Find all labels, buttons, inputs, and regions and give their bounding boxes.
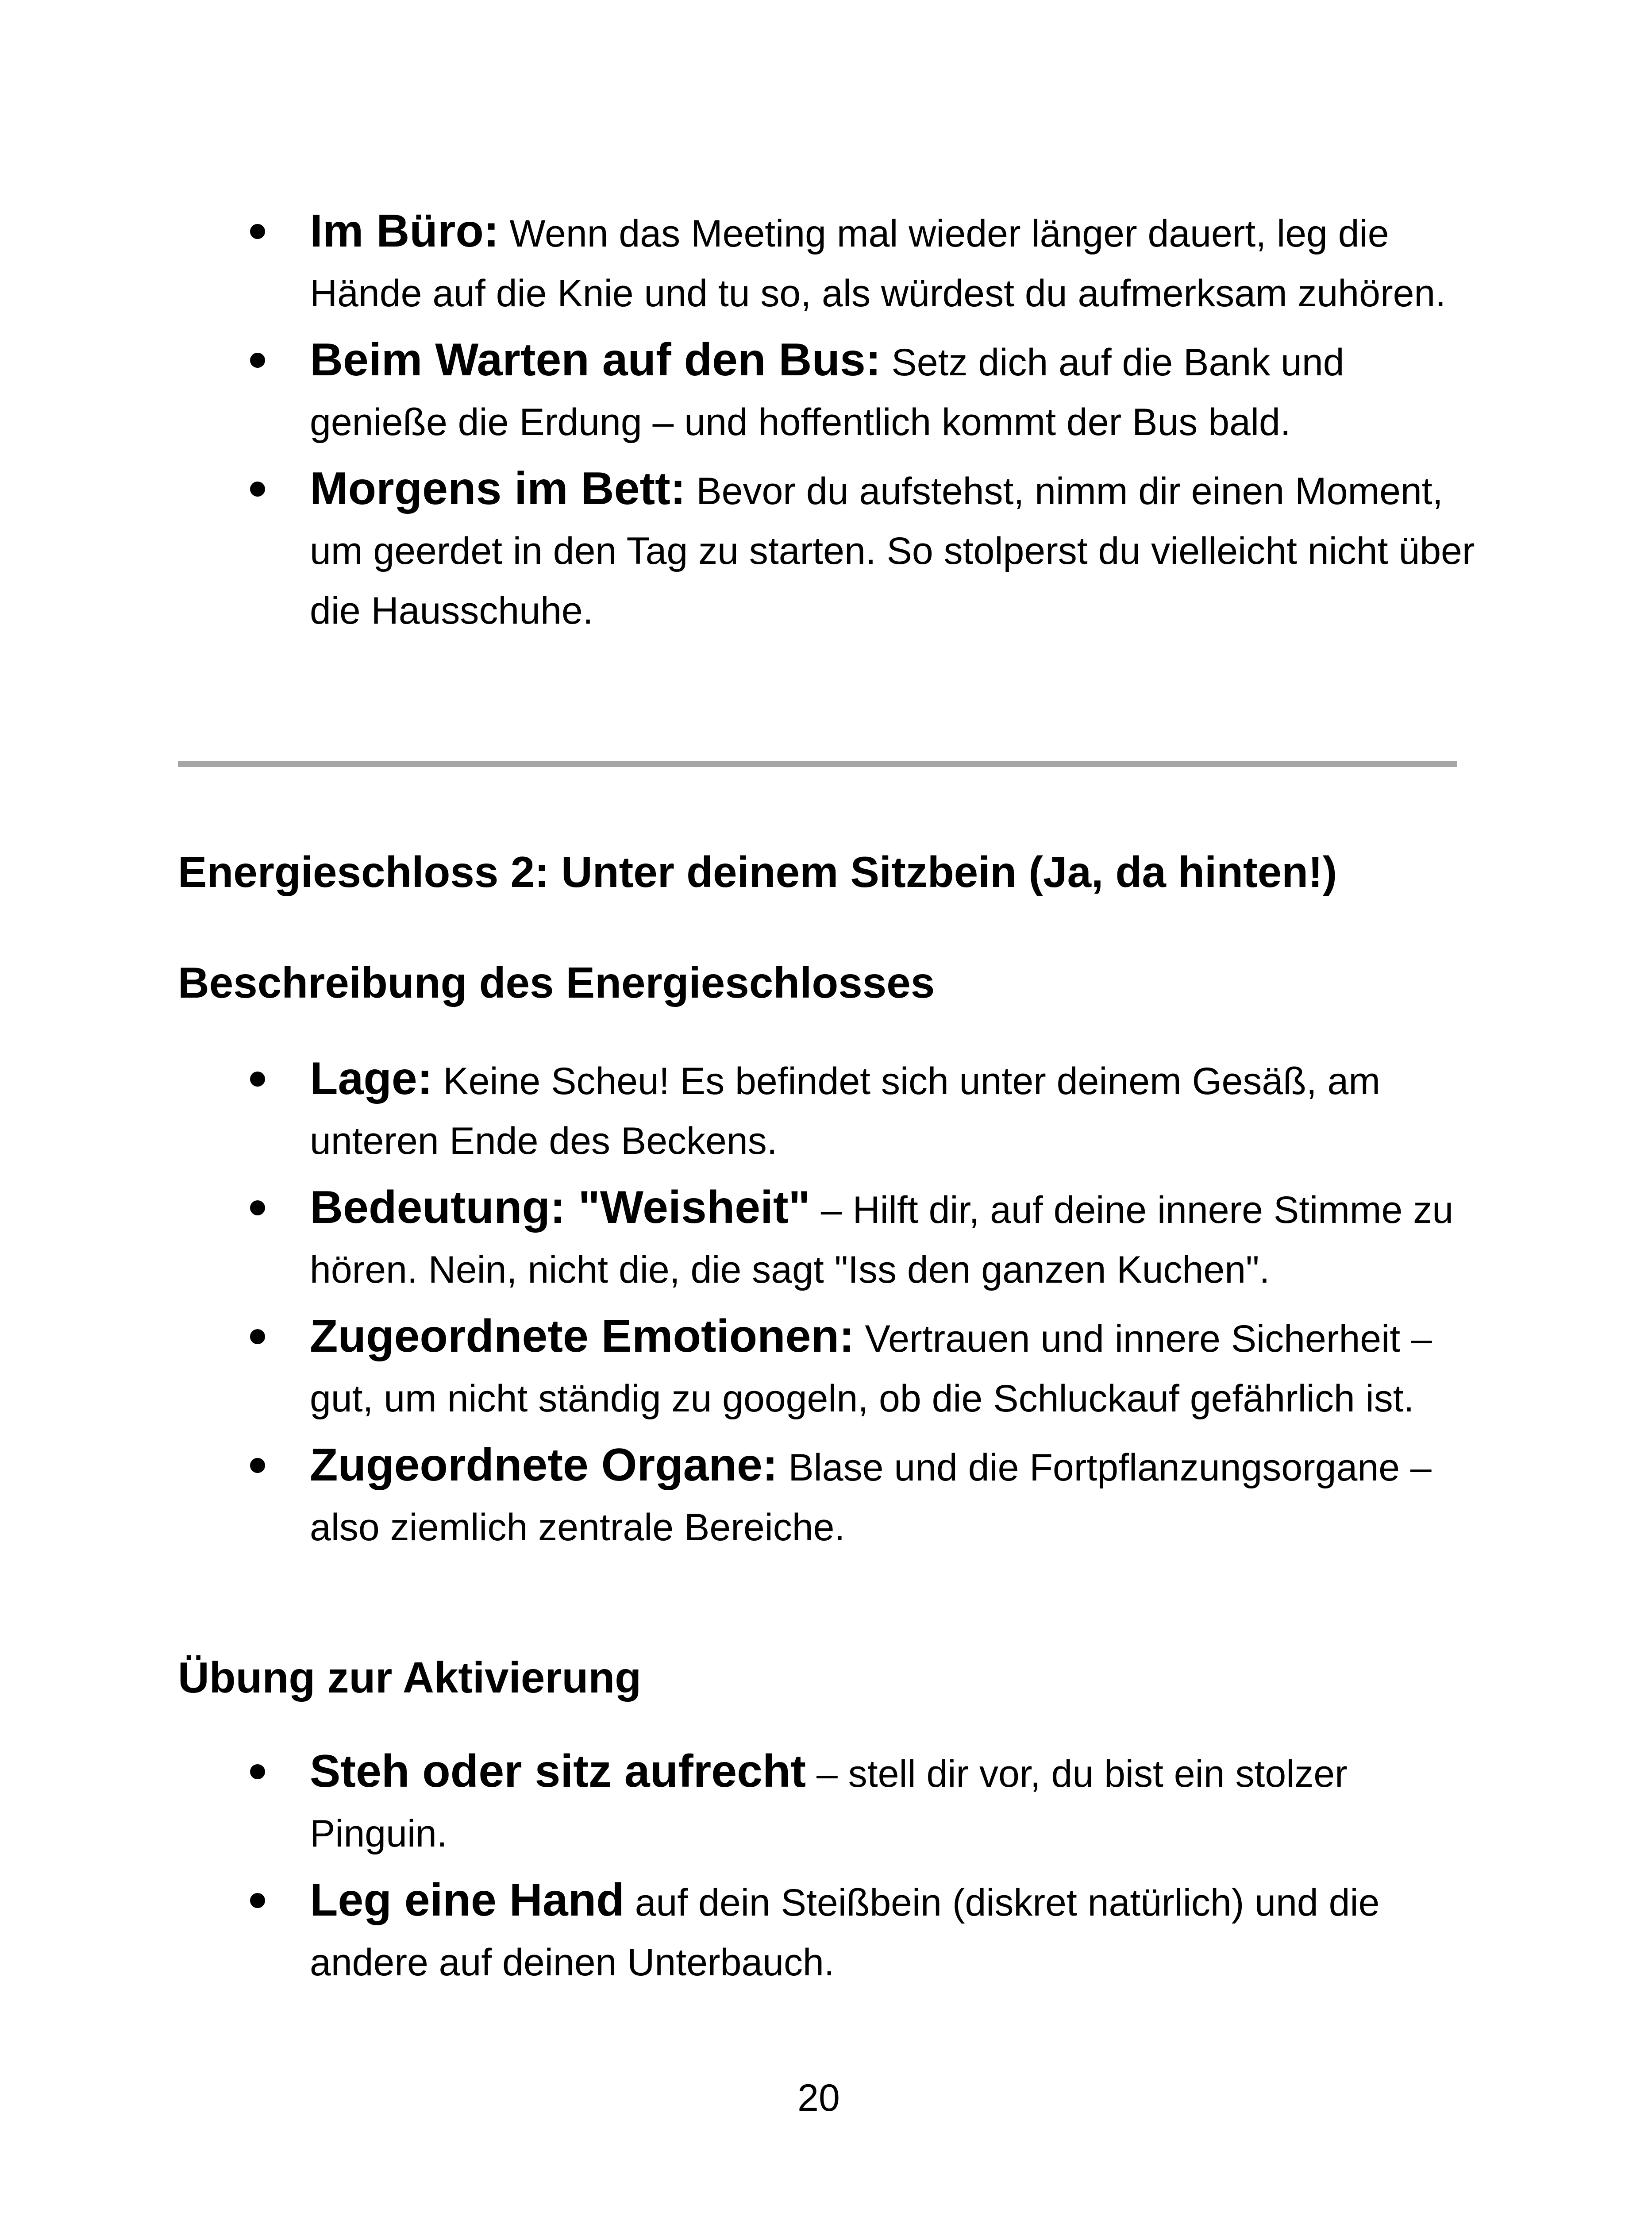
list-item-text: auf dein Steißbein (diskret natürlich) und die andere auf deinen Unterbauch. — [310, 1881, 1380, 1984]
list-item-label: Beim Warten auf den Bus: — [310, 334, 881, 386]
section-divider — [178, 761, 1457, 767]
list-item-text: – stell dir vor, du bist ein stolzer Pinguin. — [310, 1753, 1348, 1855]
bullet-icon — [250, 1072, 265, 1087]
list-item — [310, 201, 1487, 324]
list-item — [310, 1049, 1487, 1171]
bullet-icon — [250, 224, 265, 239]
list-item-label: Leg eine Hand — [310, 1874, 624, 1926]
list-item-text: Setz dich auf die Bank und genieße die Erdung – und hoffentlich kommt der Bus bald. — [310, 341, 1344, 443]
list-item — [310, 1742, 1487, 1864]
list-item — [310, 1178, 1487, 1300]
bullet-icon — [250, 353, 265, 368]
list-item-text: Wenn das Meeting mal wieder länger dauert, leg die Hände auf die Knie und tu so, als würdest du aufmerksam zuhören. — [310, 212, 1446, 315]
list-item-text: Keine Scheu! Es befindet sich unter deinem Gesäß, am unteren Ende des Beckens. — [310, 1060, 1380, 1162]
list-item-label: Steh oder sitz aufrecht — [310, 1746, 806, 1797]
list-item — [310, 1435, 1487, 1558]
list-item — [310, 459, 1487, 641]
description-heading: Beschreibung des Energieschlosses — [178, 958, 935, 1007]
list-item-label: Zugeordnete Emotionen: — [310, 1311, 855, 1362]
exercise-list — [310, 1742, 1487, 1999]
list-item-label: Zugeordnete Organe: — [310, 1439, 778, 1491]
section-title: Energieschloss 2: Unter deinem Sitzbein (Ja, da hinten!) — [178, 848, 1337, 896]
page-number: 20 — [797, 2077, 840, 2119]
list-item-text: Vertrauen und innere Sicherheit – gut, um nicht ständig zu googeln, ob die Schluckauf gefährlich ist. — [310, 1318, 1432, 1420]
bullet-icon — [250, 1893, 265, 1908]
exercise-heading: Übung zur Aktivierung — [178, 1653, 642, 1702]
list-item-text: – Hilft dir, auf deine innere Stimme zu hören. Nein, nicht die, die sagt "Iss den ganzen Kuchen". — [310, 1189, 1454, 1291]
list-item — [310, 330, 1487, 452]
list-item-label: Morgens im Bett: — [310, 463, 686, 514]
list-item-label: Lage: — [310, 1053, 433, 1104]
bullet-icon — [250, 1329, 265, 1344]
bullet-icon — [250, 482, 265, 497]
list-item-label: Im Büro: — [310, 205, 499, 257]
list-item-text: Bevor du aufstehst, nimm dir einen Moment, um geerdet in den Tag zu starten. So stolperst du vielleicht nicht über die Hausschuhe. — [310, 470, 1475, 632]
description-list — [310, 1049, 1487, 1564]
list-item-label: Bedeutung: "Weisheit" — [310, 1182, 810, 1233]
list-item — [310, 1870, 1487, 1993]
bullet-icon — [250, 1458, 265, 1473]
everyday-grounding-list — [310, 201, 1487, 648]
list-item-text: Blase und die Fortpflanzungsorgane – also ziemlich zentrale Bereiche. — [310, 1446, 1432, 1549]
bullet-icon — [250, 1764, 265, 1779]
bullet-icon — [250, 1200, 265, 1215]
list-item — [310, 1307, 1487, 1429]
